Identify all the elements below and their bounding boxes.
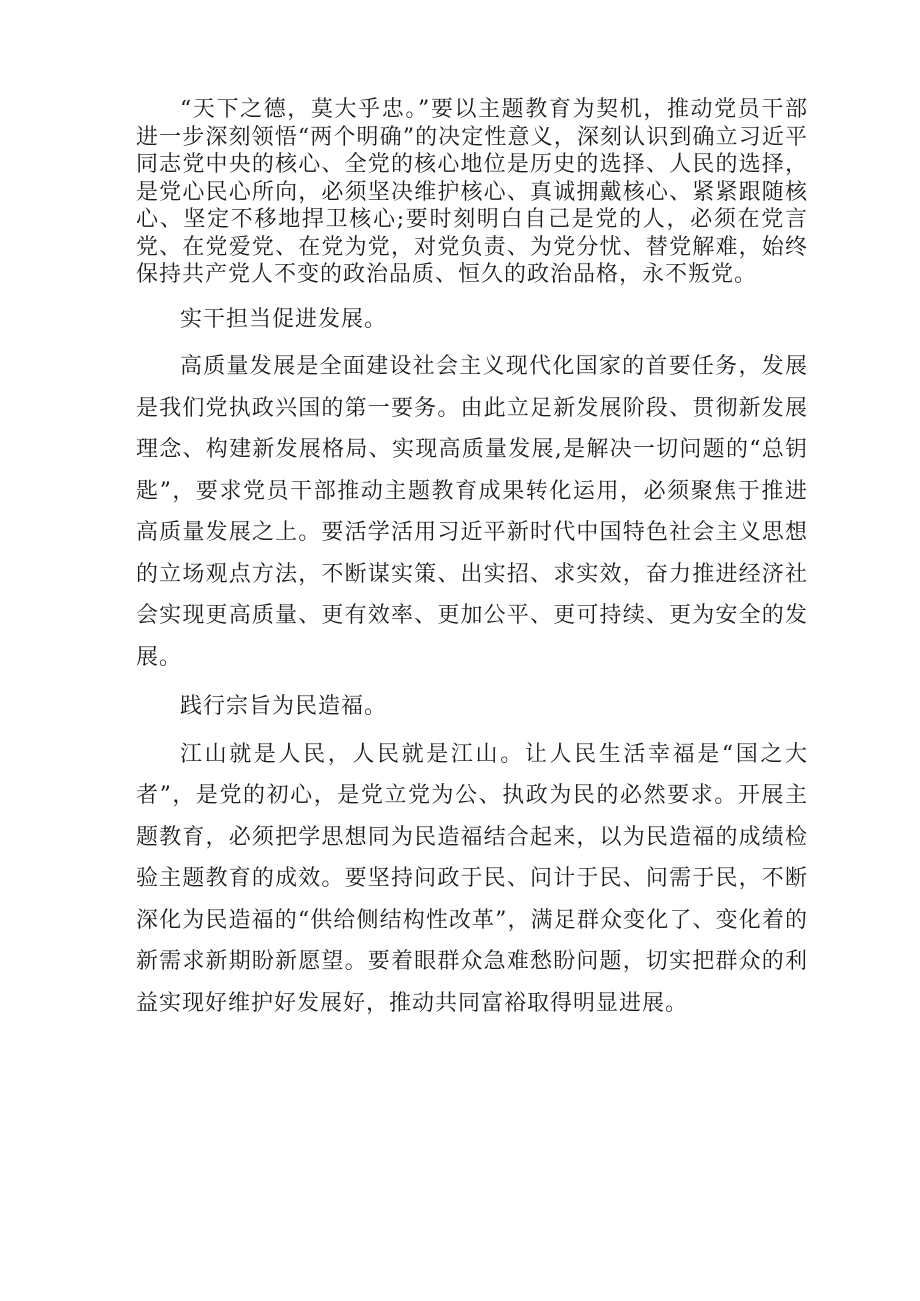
document-page	[136, 96, 808, 1024]
paragraph-loyalty: “天下之德，莫大乎忠。”要以主题教育为契机，推动党员干部进一步深刻领悟“两个明确”的决定性意义，深刻认识到确立习近平同志党中央的核心、全党的核心地位是历史的选择、人民的选择，是党心民心所向，必须坚决维护核心、真诚拥戴核心、紧紧跟随核心、坚定不移地捍卫核心;要时刻明白自己是党的人，必须在党言党、在党爱党、在党为党，对党负责、为党分忧、替党解难，始终保持共产党人不变的政治品质、恒久的政治品格，永不叛党。	[136, 97, 808, 287]
heading-people: 践行宗旨为民造福。	[180, 694, 388, 719]
paragraph-development: 高质量发展是全面建设社会主义现代化国家的首要任务，发展是我们党执政兴国的第一要务。由此立足新发展阶段、贯彻新发展理念、构建新发展格局、实现高质量发展,是解决一切问题的“总钥匙”，要求党员干部推动主题教育成果转化运用，必须聚焦于推进高质量发展之上。要活学活用习近平新时代中国特色社会主义思想的立场观点方法，不断谋实策、出实招、求实效，奋力推进经济社会实现更高质量、更有效率、更加公平、更可持续、更为安全的发展。	[136, 354, 808, 670]
heading-development: 实干担当促进发展。	[180, 306, 388, 332]
paragraph-people: 江山就是人民，人民就是江山。让人民生活幸福是“国之大者”，是党的初心，是党立党为公、执政为民的必然要求。开展主题教育，必须把学思想同为民造福结合起来，以为民造福的成绩检验主题教育的成效。要坚持问政于民、问计于民、问需于民，不断深化为民造福的“供给侧结构性改革”，满足群众变化了、变化着的新需求新期盼新愿望。要着眼群众急难愁盼问题，切实把群众的利益实现好维护好发展好，推动共同富裕取得明显进展。	[136, 741, 808, 1016]
